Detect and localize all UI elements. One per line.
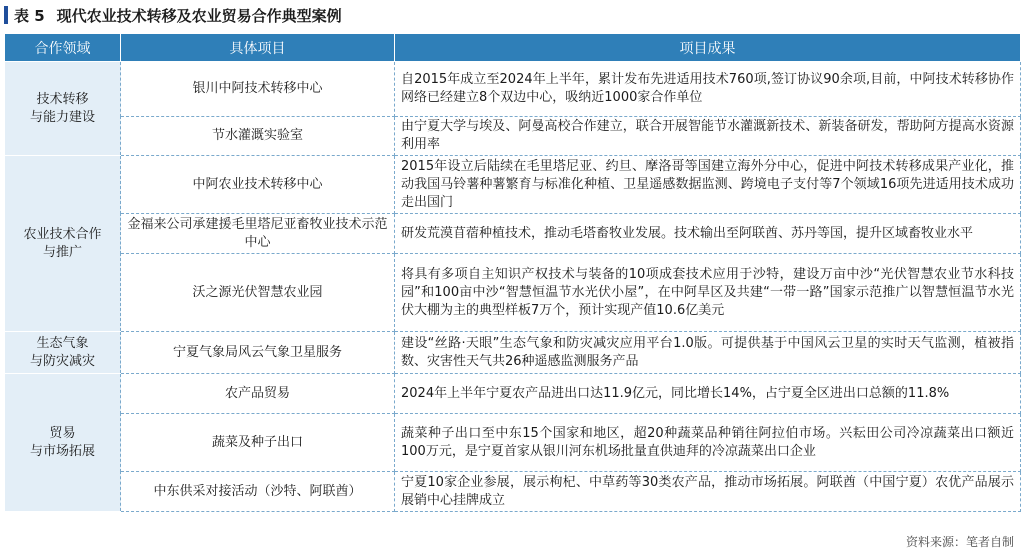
result-cell: 建设“丝路·天眼”生态气象和防灾减灾应用平台1.0版。可提供基于中国风云卫星的实时天气监测，植被指数、灾害性天气共26种遥感监测服务产品 xyxy=(395,332,1021,374)
result-cell: 2015年设立后陆续在毛里塔尼亚、约旦、摩洛哥等国建立海外分中心，促进中阿技术转移成果产业化，推动我国马铃薯种薯繁育与标准化种植、卫星遥感数据监测、跨境电子支付等7个领域16项先进适用技术成功走出国门 xyxy=(395,156,1021,214)
project-cell: 宁夏气象局风云气象卫星服务 xyxy=(121,332,395,374)
source-note: 资料来源：笔者自制 xyxy=(905,535,1014,549)
project-cell: 银川中阿技术转移中心 xyxy=(121,62,395,117)
result-cell: 自2015年成立至2024年上半年，累计发布先进适用技术760项,签订协议90余项,目前，中阿技术转移协作网络已经建立8个双边中心，吸纳近1000家合作单位 xyxy=(395,62,1021,117)
result-cell: 将具有多项自主知识产权技术与装备的10项成套技术应用于沙特，建设万亩中沙“光伏智慧农业节水科技园”和100亩中沙“智慧恒温节水光伏小屋”，在中阿旱区及共建“一带一路”国家示范推广以智慧恒温节水光伏大棚为主的典型样板7万个，预计实现产值10.6亿美元 xyxy=(395,254,1021,332)
cases-table xyxy=(4,33,1021,512)
caption-label: 表 5 xyxy=(14,6,45,25)
result-cell: 宁夏10家企业参展，展示枸杞、中草药等30类农产品，推动市场拓展。阿联酋（中国宁夏）农优产品展示展销中心挂牌成立 xyxy=(395,472,1021,512)
area-label-line: 生态气象 xyxy=(36,335,89,351)
caption-title: 现代农业技术转移及农业贸易合作典型案例 xyxy=(56,6,342,25)
area-label-line: 技术转移 xyxy=(36,91,89,107)
column-header-result: 项目成果 xyxy=(395,34,1021,62)
project-cell: 沃之源光伏智慧农业园 xyxy=(121,254,395,332)
table-caption xyxy=(0,0,1024,30)
area-label-line: 与能力建设 xyxy=(29,109,95,125)
table-row xyxy=(5,62,1021,117)
area-cell xyxy=(5,62,121,156)
result-cell: 由宁夏大学与埃及、阿曼高校合作建立，联合开展智能节水灌溉新技术、新装备研发，帮助阿方提高水资源利用率 xyxy=(395,117,1021,156)
area-label-line: 与市场拓展 xyxy=(29,443,95,459)
project-cell: 中阿农业技术转移中心 xyxy=(121,156,395,214)
table-header-row xyxy=(5,34,1021,62)
column-header-project: 具体项目 xyxy=(121,34,395,62)
area-label-line: 与防灾减灾 xyxy=(29,353,95,369)
project-cell: 农产品贸易 xyxy=(121,374,395,414)
area-label-line: 与推广 xyxy=(42,244,82,260)
project-cell: 蔬菜及种子出口 xyxy=(121,414,395,472)
area-cell xyxy=(5,374,121,512)
area-cell xyxy=(5,156,121,332)
table-row xyxy=(5,332,1021,374)
project-cell: 金福来公司承建援毛里塔尼亚畜牧业技术示范中心 xyxy=(121,214,395,254)
result-cell: 研发荒漠苜蓿种植技术，推动毛塔畜牧业发展。技术输出至阿联酋、苏丹等国，提升区域畜牧业水平 xyxy=(395,214,1021,254)
area-label-line: 农业技术合作 xyxy=(23,226,102,242)
table-row xyxy=(5,374,1021,414)
table-row xyxy=(5,214,1021,254)
project-cell: 节水灌溉实验室 xyxy=(121,117,395,156)
table-row xyxy=(5,254,1021,332)
table-row xyxy=(5,472,1021,512)
project-cell: 中东供采对接活动（沙特、阿联酋） xyxy=(121,472,395,512)
column-header-area: 合作领域 xyxy=(5,34,121,62)
area-cell xyxy=(5,332,121,374)
table-row xyxy=(5,414,1021,472)
table-row xyxy=(5,117,1021,156)
area-label-line: 贸易 xyxy=(49,425,76,441)
caption-marker xyxy=(4,6,8,24)
table-row xyxy=(5,156,1021,214)
result-cell: 蔬菜种子出口至中东15个国家和地区，超20种蔬菜品种销往阿拉伯市场。兴耘田公司冷凉蔬菜出口额近100万元，是宁夏首家从银川河东机场批量直供迪拜的冷凉蔬菜出口企业 xyxy=(395,414,1021,472)
result-cell: 2024年上半年宁夏农产品进出口达11.9亿元，同比增长14%，占宁夏全区进出口总额的11.8% xyxy=(395,374,1021,414)
